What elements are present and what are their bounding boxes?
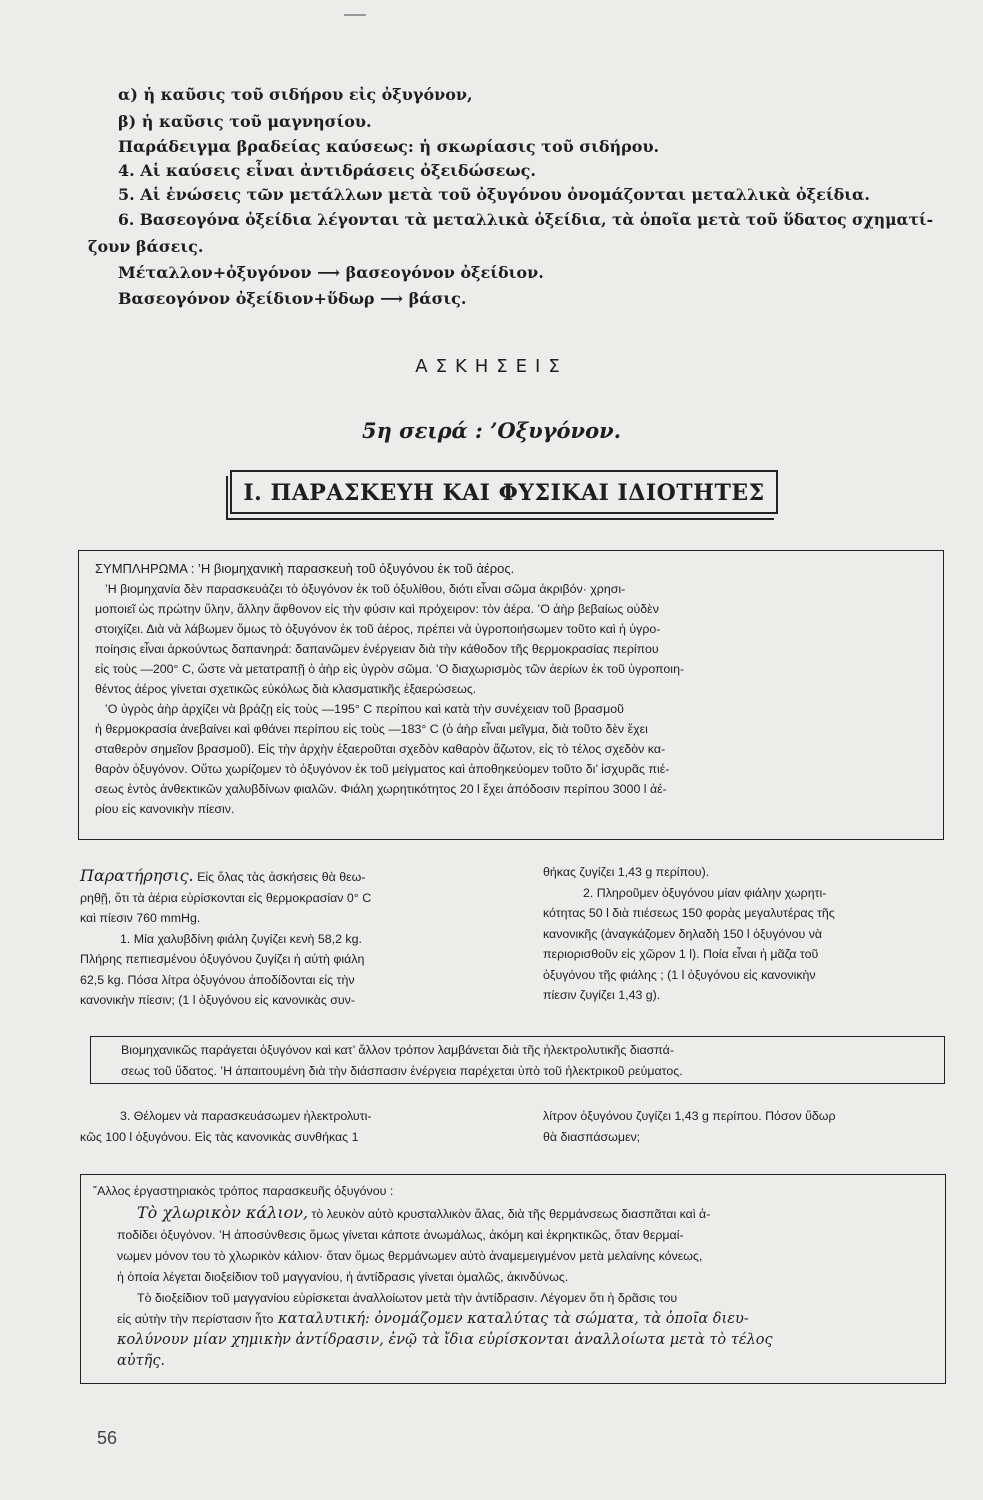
summary-line-2: β) ἡ καῦσις τοῦ μαγνησίου.	[118, 112, 372, 131]
left-line: 1. Μία χαλυβδίνη φιάλη ζυγίζει κενὴ 58,2 kg.	[120, 931, 362, 946]
lab-italic-tail-1: καταλυτική: ὀνομάζομεν καταλύτας τὰ σώματα, τὰ ὁποῖα διευ-	[273, 1311, 749, 1327]
right-line: πίεσιν ζυγίζει 1,43 g).	[543, 988, 661, 1002]
electrolysis-line: σεως τοῦ ὕδατος. ‛Η ἀπαιτουμένη διὰ τὴν διάσπασιν ἐνέργεια παρέχεται ὑπὸ τοῦ ἠλεκτρικοῦ ρεύματος.	[121, 1064, 683, 1078]
summary-line-3: Παράδειγμα βραδείας καύσεως: ἡ σκωρίασις τοῦ σιδήρου.	[118, 137, 660, 156]
supplement-line: ποίησις εἶναι ἀρκούντως δαπανηρά: δαπανῶμεν ἐνέργειαν διὰ τὴν κάθοδον τῆς θερμοκρασίας περίπου	[95, 642, 659, 656]
left-line: κανονικὴν πίεσιν; (1 l ὀξυγόνου εἰς κανονικὰς συν-	[80, 993, 355, 1007]
exercise-3-left	[80, 1106, 490, 1147]
page-number: 56	[97, 1428, 118, 1448]
top-mark	[344, 14, 366, 16]
summary-line-6: 6. Βασεογόνα ὀξείδια λέγονται τὰ μεταλλικὰ ὀξείδια, τὰ ὁποῖα μετὰ τοῦ ὕδατος σχηματί-	[118, 210, 934, 229]
lab-first-line: τὸ λευκὸν αὐτὸ κρυσταλλικὸν ἅλας, διὰ τῆς θερμάνσεως διασπᾶται καὶ ἀ-	[308, 1207, 711, 1221]
lab-italic-tail-3: αὐτῆς.	[117, 1353, 166, 1369]
lab-line: νωμεν μόνον του τὸ χλωρικὸν κάλιον· ὅταν ὅμως θερμάνωμεν αὐτὸ ἀναμεμειγμένον μετὰ μελαίνης κόνεως,	[117, 1249, 703, 1263]
supplement-line: ‛Ο ὑγρὸς ἀὴρ ἀρχίζει νὰ βράζῃ εἰς τοὺς —195° C περίπου καὶ κατὰ τὴν συνέχειαν τοῦ βρασμοῦ	[105, 702, 624, 716]
series-title: 5η σειρά : ’Οξυγόνον.	[361, 418, 622, 443]
supplement-line: ἡ θερμοκρασία ἀνεβαίνει καὶ φθάνει περίπου εἰς τοὺς —183° C (ὁ ἀὴρ εἶναι μεῖγμα, διὰ τοῦτο δὲν ἔχει	[95, 722, 648, 736]
note-label: Παρατήρησις.	[80, 866, 194, 885]
right-line: θήκας ζυγίζει 1,43 g περίπου).	[543, 865, 710, 879]
supplement-line: σεως ἐντὸς ἀνθεκτικῶν χαλυβδίνων φιαλῶν. Φιάλη χωρητικότητος 20 l ἔχει ἀπόδοσιν περίπου 3000 l ἀέ-	[95, 782, 667, 796]
lab-italic-tail-2: κολύνουν μίαν χημικὴν ἀντίδρασιν, ἐνῷ τὰ ἴδια εὑρίσκονται ἀναλλοίωτα μετὰ τὸ τέλος	[117, 1332, 773, 1348]
section-heading-box	[230, 470, 778, 514]
ex3-line: λίτρον ὀξυγόνου ζυγίζει 1,43 g περίπου. Πόσον ὕδωρ	[543, 1109, 836, 1123]
supplement-line: μοποιεῖ ὡς πρώτην ὕλην, ἄλλην ἄφθονον εἰς τὴν φύσιν καὶ πρόχειρον: τὸν ἀέρα. ‛Ο ἀὴρ βεβαίως οὐδὲν	[95, 602, 659, 616]
electrolysis-box	[90, 1036, 945, 1084]
left-column	[80, 866, 480, 1011]
ex3-line: 3. Θέλομεν νὰ παρασκευάσωμεν ἠλεκτρολυτι-	[120, 1109, 372, 1123]
note-first-line: Εἰς ὅλας τὰς ἀσκήσεις θὰ θεω-	[193, 870, 366, 884]
right-line: κότητας 50 l διὰ πιέσεως 150 φορὰς μεγαλυτέρας τῆς	[543, 906, 835, 920]
lab-line: εἰς αὐτὴν τὴν περίστασιν ἦτο	[117, 1312, 274, 1326]
summary-line-4: 4. Αἱ καύσεις εἶναι ἀντιδράσεις ὀξειδώσεως.	[118, 161, 536, 180]
summary-line-7: ζουν βάσεις.	[88, 237, 204, 256]
lab-line: ἡ ὁποία λέγεται διοξείδιον τοῦ μαγγανίου, ἡ ἀντίδρασις γίνεται ὁμαλῶς, ἀκινδύνως.	[117, 1270, 569, 1284]
exercises-title: ΑΣΚΗΣΕΙΣ	[415, 356, 568, 377]
right-line: 2. Πληροῦμεν ὀξυγόνου μίαν φιάλην χωρητι-	[583, 885, 827, 900]
left-line: καὶ πίεσιν 760 mmHg.	[80, 911, 201, 925]
supplement-line: ‛Η βιομηχανία δὲν παρασκευάζει τὸ ὀξυγόνον ἐκ τοῦ ὀξυλίθου, διότι εἶναι σῶμα ἀκριβόν· χρησι-	[105, 582, 626, 596]
left-line: ρηθῇ, ὅτι τὰ ἀέρια εὑρίσκονται εἰς θερμοκρασίαν 0° C	[80, 890, 372, 905]
electrolysis-line: Βιομηχανικῶς παράγεται ὀξυγόνον καὶ κατ’ ἄλλον τρόπον λαμβάνεται διὰ τῆς ἠλεκτρολυτικῆς διασπά-	[121, 1043, 674, 1057]
left-line: 62,5 kg. Πόσα λίτρα ὀξυγόνου ἀποδίδονται εἰς τὴν	[80, 972, 355, 987]
supplement-line: εἰς τοὺς —200° C, ὥστε νὰ μετατραπῇ ὁ ἀὴρ εἰς ὑγρὸν σῶμα. ‛Ο διαχωρισμὸς τῶν ἀερίων ἐκ τοῦ ὑγροποιη-	[95, 662, 685, 676]
lab-heading: ῎Αλλος ἐργαστηριακὸς τρόπος παρασκευῆς ὀξυγόνου :	[93, 1184, 394, 1198]
ex3-line: κῶς 100 l ὀξυγόνου. Εἰς τὰς κανονικὰς συνθήκας 1	[80, 1129, 359, 1144]
supplement-line: στοιχίζει. Διὰ νὰ λάβωμεν ὅμως τὸ ὀξυγόνον ἐκ τοῦ ἀέρος, πρέπει νὰ ὑγροποιήσωμεν τοῦτο καὶ ἡ ὑγρο-	[95, 622, 661, 636]
summary-line-8: Μέταλλον+ὀξυγόνον ⟶ βασεογόνον ὀξείδιον.	[118, 263, 544, 282]
lab-method-box	[80, 1174, 946, 1384]
supplement-line: σταθερὸν σημεῖον βρασμοῦ). Εἰς τὴν ἀρχὴν ἐξαεροῦται σχεδὸν καθαρὸν ἄζωτον, εἰς τὸ τέλος σχεδὸν κα-	[95, 742, 666, 756]
ex3-line: θὰ διασπάσωμεν;	[543, 1129, 641, 1144]
lab-line: Τὸ διοξείδιον τοῦ μαγγανίου εὑρίσκεται ἀναλλοίωτον μετὰ τὴν ἀντίδρασιν. Λέγομεν ὅτι ἡ δρᾶσις του	[137, 1291, 678, 1305]
lab-line: ποδίδει ὀξυγόνον. ‛Η ἀποσύνθεσις ὅμως γίνεται κάποτε ἀνωμάλως, ἀκόμη καὶ ἐκρηκτικῶς, ὅταν θερμαί-	[117, 1228, 684, 1242]
right-column	[543, 862, 953, 1006]
lab-italic-term: Τὸ χλωρικὸν κάλιον,	[137, 1203, 309, 1222]
summary-line-5: 5. Αἱ ἑνώσεις τῶν μετάλλων μετὰ τοῦ ὀξυγόνου ὀνομάζονται μεταλλικὰ ὀξείδια.	[118, 185, 870, 204]
supplement-line: θέντος ἀέρος γίνεται σχετικῶς εὐκόλως διὰ κλασματικῆς ἐξαερώσεως.	[95, 682, 477, 696]
section-title: I. ΠΑΡΑΣΚΕΥΗ ΚΑΙ ΦΥΣΙΚΑΙ ΙΔΙΟΤΗΤΕΣ	[243, 480, 765, 506]
supplement-line: θαρὸν ὀξυγόνον. Οὕτω χωρίζομεν τὸ ὀξυγόνον ἐκ τοῦ μείγματος καὶ ἀποθηκεύομεν τοῦτο δι’ ἰσχυρᾶς πιέ-	[95, 762, 670, 776]
supplement-heading: ΣΥΜΠΛΗΡΩΜΑ : ‛Η βιομηχανικὴ παρασκευὴ τοῦ ὀξυγόνου ἐκ τοῦ ἀέρος.	[95, 561, 515, 576]
left-line: Πλήρης πεπιεσμένου ὀξυγόνου ζυγίζει ἡ αὐτὴ φιάλη	[80, 952, 365, 966]
summary-line-9: Βασεογόνον ὀξείδιον+ὕδωρ ⟶ βάσις.	[118, 289, 467, 308]
supplement-line: ρίου εἰς κανονικὴν πίεσιν.	[95, 802, 235, 816]
right-line: κανονικῆς (ἀναγκάζομεν δηλαδὴ 150 l ὀξυγόνου νὰ	[543, 926, 823, 941]
exercise-3-right	[543, 1106, 953, 1147]
right-line: περιορισθοῦν εἰς χῶρον 1 l). Ποία εἶναι ἡ μᾶζα τοῦ	[543, 947, 819, 961]
summary-line-1: α) ἡ καῦσις τοῦ σιδήρου εἰς ὀξυγόνον,	[118, 85, 473, 104]
right-line: ὀξυγόνου τῆς φιάλης ; (1 l ὀξυγόνου εἰς κανονικὴν	[543, 967, 816, 982]
supplement-box	[78, 550, 944, 840]
